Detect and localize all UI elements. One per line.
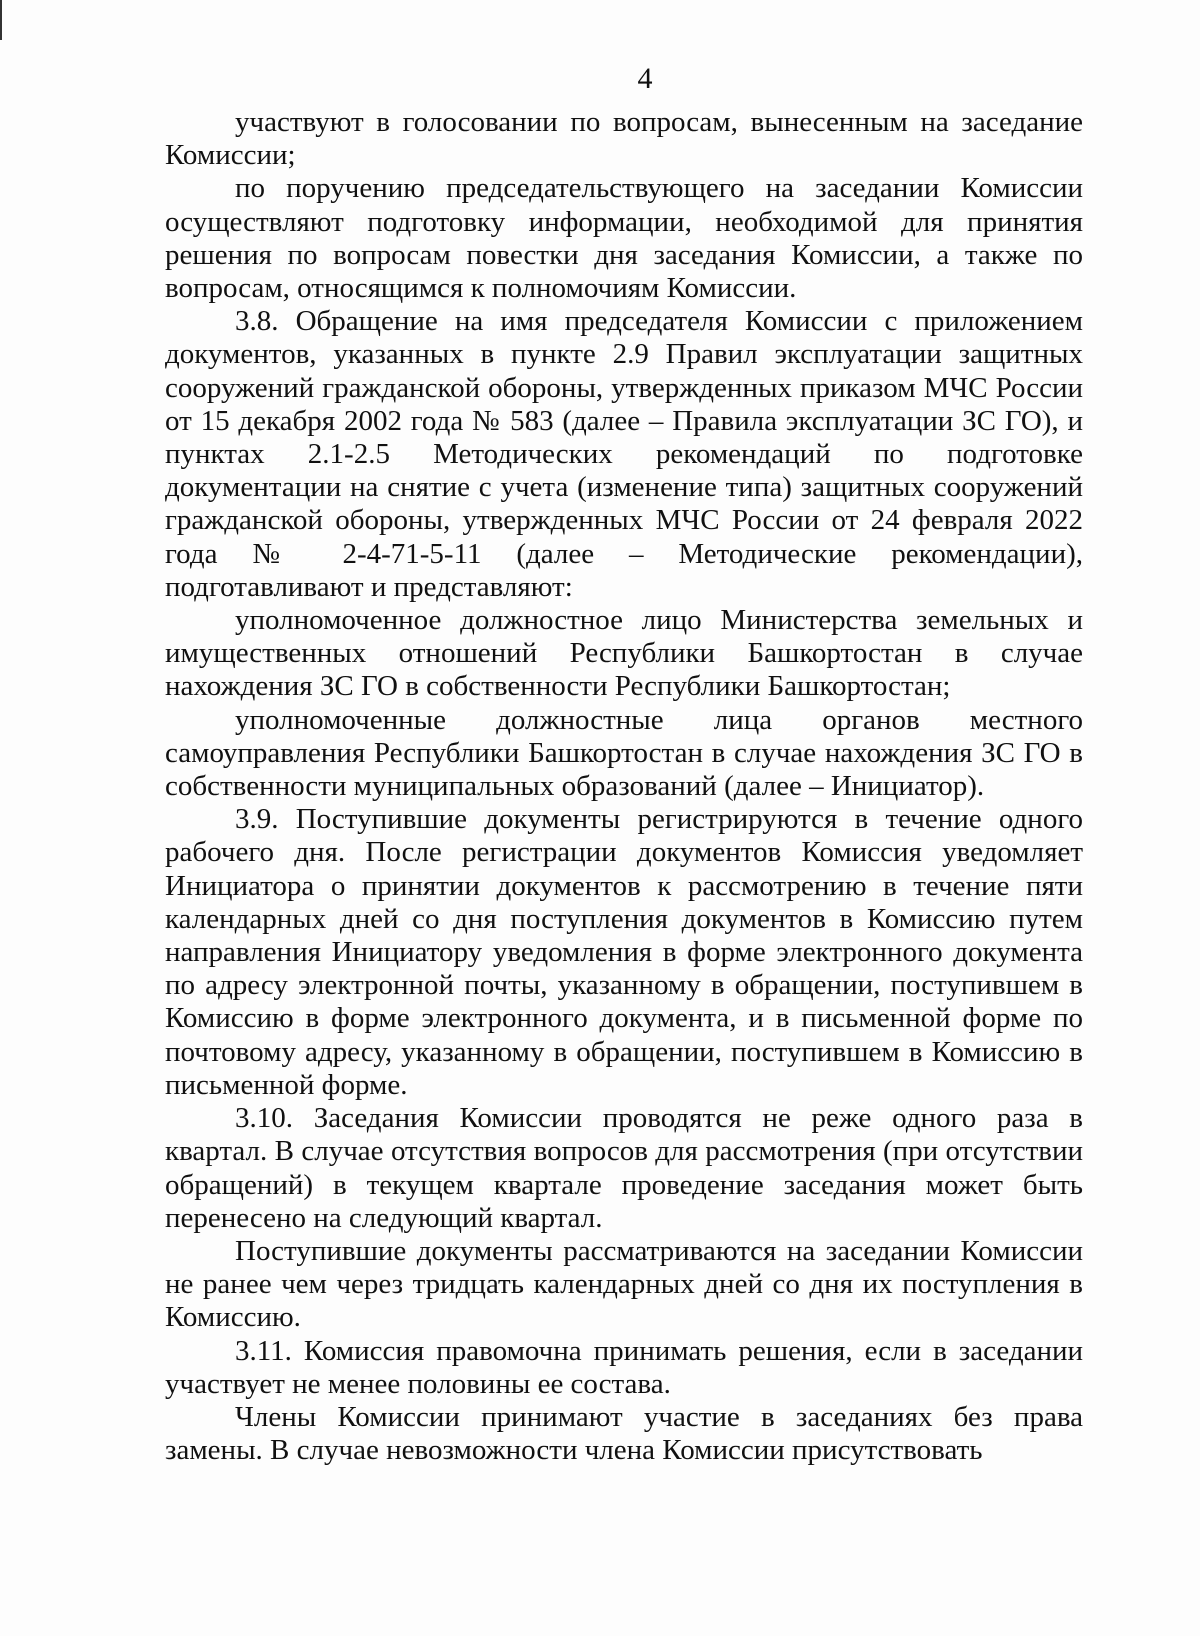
paragraph-3-11: 3.11. Комиссия правомочна принимать решения, если в заседании участвует не менее половины ее состава. [165, 1334, 1083, 1400]
scan-edge-mark [0, 0, 2, 40]
document-body [165, 106, 1083, 1467]
paragraph-3-8: 3.8. Обращение на имя председателя Комиссии с приложением документов, указанных в пункте 2.9 Правил эксплуатации защитных сооружений гражданской обороны, утвержденных приказом МЧС России от 15 декабря 2002 года № 583 (далее – Правила эксплуатации ЗС ГО), и пунктах 2.1-2.5 Методических рекомендаций по подготовке документации на снятие с учета (изменение типа) защитных сооружений гражданской обороны, утвержденных МЧС России от 24 февраля 2022 года № 2-4-71-5-11 (далее – Методические рекомендации), подготавливают и представляют: [165, 305, 1083, 603]
paragraph-local-officials: уполномоченные должностные лица органов местного самоуправления Республики Башкортостан в случае нахождения ЗС ГО в собственности муниципальных образований (далее – Инициатор). [165, 703, 1083, 803]
paragraph-ministry-official: уполномоченное должностное лицо Министерства земельных и имущественных отношений Республики Башкортостан в случае нахождения ЗС ГО в собственности Республики Башкортостан; [165, 604, 1083, 703]
paragraph-preparation: по поручению председательствующего на заседании Комиссии осуществляют подготовку информации, необходимой для принятия решения по вопросам повестки дня заседания Комиссии, а также по вопросам, относящимся к полномочиям Комиссии. [165, 172, 1083, 305]
page-number: 4 [637, 62, 653, 95]
paragraph-documents-review: Поступившие документы рассматриваются на заседании Комиссии не ранее чем через тридцать календарных дней со дня их поступления в Комиссию. [165, 1234, 1083, 1334]
paragraph-members: Члены Комиссии принимают участие в заседаниях без права замены. В случае невозможности члена Комиссии присутствовать [165, 1400, 1083, 1467]
paragraph-3-10: 3.10. Заседания Комиссии проводятся не реже одного раза в квартал. В случае отсутствия вопросов для рассмотрения (при отсутствии обращений) в текущем квартале проведение заседания может быть перенесено на следующий квартал. [165, 1102, 1083, 1234]
paragraph-3-9: 3.9. Поступившие документы регистрируются в течение одного рабочего дня. После регистрации документов Комиссия уведомляет Инициатора о принятии документов к рассмотрению в течение пяти календарных дней со дня поступления документов в Комиссию путем направления Инициатору уведомления в форме электронного документа по адресу электронной почты, указанному в обращении, поступившем в Комиссию в форме электронного документа, и в письменной форме по почтовому адресу, указанному в обращении, поступившем в Комиссию в письменной форме. [165, 803, 1083, 1101]
paragraph-voting: участвуют в голосовании по вопросам, вынесенным на заседание Комиссии; [165, 106, 1083, 172]
